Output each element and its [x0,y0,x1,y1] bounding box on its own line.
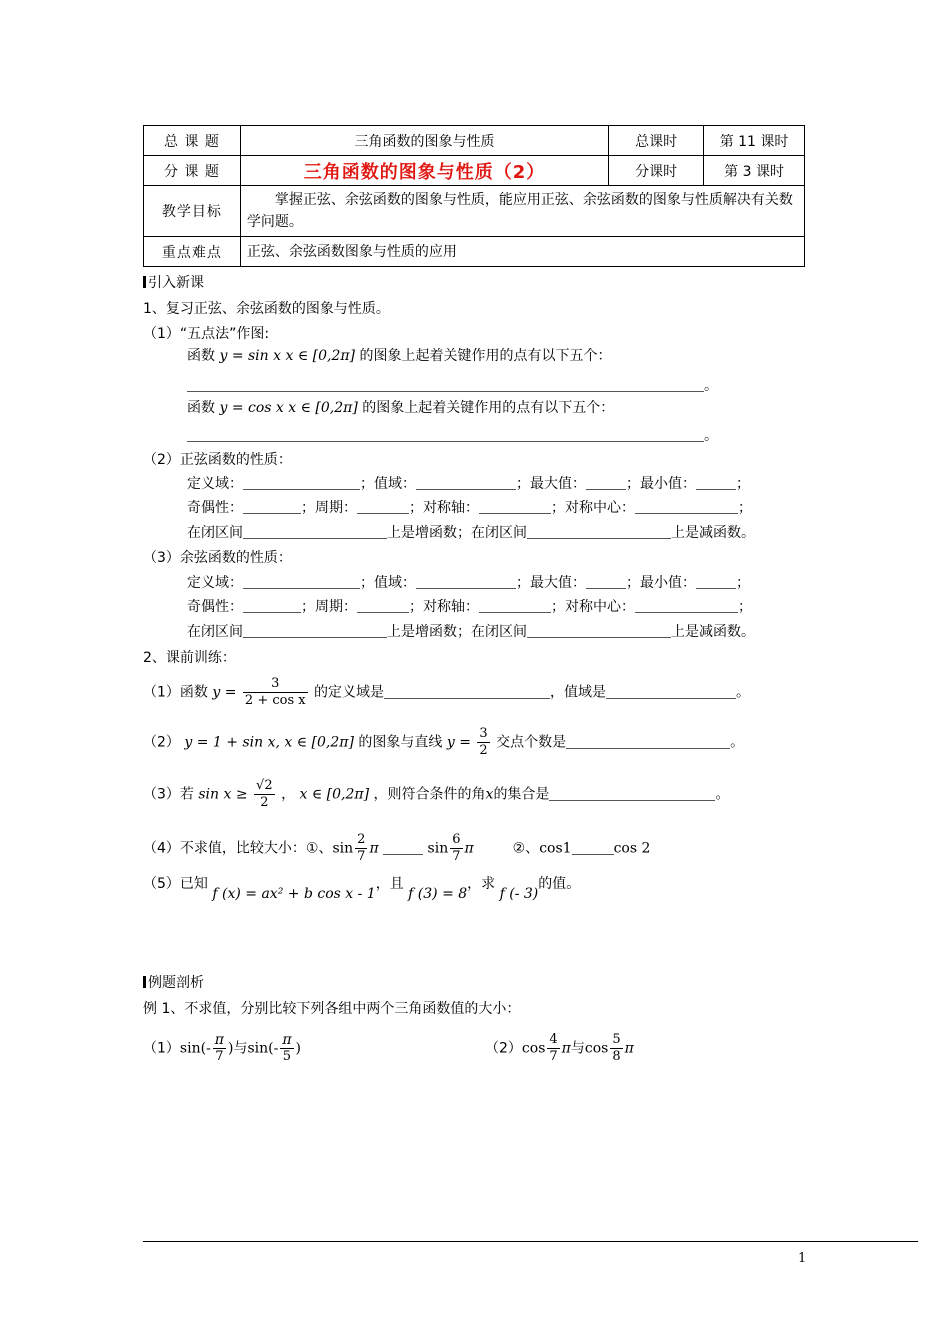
min-label: ；最小值： [626,476,696,492]
q2-text-b: 的图象与直线 [358,734,443,751]
section-examples-heading [143,973,204,993]
cos-points-blank[interactable] [187,427,704,442]
q2-text-a: （2） [143,734,180,751]
max-blank[interactable] [586,574,626,589]
q1-domain-blank[interactable] [384,684,550,699]
q2-fraction [477,726,489,759]
question-3 [143,778,729,811]
total-hours-value: 第 11 课时 [704,126,805,156]
axis-blank[interactable] [479,499,551,514]
q3-text-c: ，则符合条件的角 [373,786,486,803]
sub2-sine-props: （2）正弦函数的性质： [143,452,292,468]
sine-props-row1 [187,474,750,494]
parity-label: 奇偶性： [187,500,243,516]
p1-f2-num: π [282,1032,292,1048]
p1-fraction-2 [280,1032,293,1065]
q4-sin1: sin [332,840,354,857]
p2-fraction-2 [610,1032,622,1065]
q1-text-a: （1）函数 [143,684,208,701]
q4-compare-blank-2[interactable] [572,840,614,855]
q4-f1-den: 7 [357,849,366,864]
q4-text-a: （4）不求值，比较大小：①、 [143,840,333,857]
q3-x: x [485,786,494,803]
axis-label: ；对称轴： [409,599,479,615]
goals-value: 掌握正弦、余弦函数的图象与性质，能应用正弦、余弦函数的图象与性质解决有关数学问题。 [240,186,804,237]
p1-sin-open-2: sin(- [247,1040,279,1057]
q1-frac-den: 2 + cos x [244,693,306,708]
min-blank[interactable] [696,475,736,490]
p2-pi-2: π [624,1040,634,1057]
section-marker [143,276,146,288]
p1-close-1: ) [228,1040,234,1057]
sub-topic-title: 三角函数的图象与性质（2） [240,156,608,186]
p2-cos-2: cos [584,1040,609,1057]
max-label: ；最大值： [516,575,586,591]
section-intro-heading [143,273,204,293]
q4-fraction-2 [450,832,462,865]
sine-props-row2 [187,498,752,518]
semicolon: ； [738,500,752,516]
semicolon: ； [738,599,752,615]
max-label: ；最大值： [516,476,586,492]
cosine-props-row3 [187,622,755,642]
p2-cos-1: cos [521,1040,546,1057]
sub1-five-point: （1）“五点法”作图: [143,326,270,342]
center-label: ；对称中心： [551,500,635,516]
q1-fraction [243,676,308,709]
keypoints-value: 正弦、余弦函数图象与性质的应用 [240,237,804,267]
q4-f1-num: 2 [357,832,366,847]
p1-close-2: ) [295,1040,302,1057]
cos-suffix: 的图象上起着关键作用的点有以下五个： [362,400,615,416]
q5-text-b: ，且 [375,876,404,892]
q4-f2-num: 6 [452,832,461,847]
cos-prefix: 函数 [187,400,215,416]
parity-blank[interactable] [243,499,301,514]
header-row-sub [144,156,805,186]
range-label: ；值域： [360,476,416,492]
domain-label: 定义域： [187,476,243,492]
cos-expr: y = cos x x ∈ [0,2π] [219,400,358,416]
example-1: 例 1、不求值，分别比较下列各组中两个三角函数值的大小： [143,1001,521,1017]
decreasing-label: 上是减函数。 [671,525,755,541]
parity-blank[interactable] [243,598,301,613]
cos-blank-line [187,426,718,446]
p2-and: 与 [570,1040,585,1057]
total-topic-value: 三角函数的图象与性质 [240,126,608,156]
increasing-interval-blank[interactable] [243,524,387,539]
increasing-label: 上是增函数；在闭区间 [387,525,527,541]
range-blank[interactable] [416,475,516,490]
total-topic-label: 总 课 题 [144,126,241,156]
period: 。 [704,428,718,444]
p1-sin-open-1: sin(- [179,1040,211,1057]
min-label: ；最小值： [626,575,696,591]
q5-text-c: ，求 [467,876,496,892]
sine-props-row3 [187,523,755,543]
p2-pi-1: π [561,1040,571,1057]
period-label: ；周期： [301,599,357,615]
q4-f2-den: 7 [452,849,461,864]
p2-f1-den: 7 [549,1049,558,1064]
center-label: ；对称中心： [551,599,635,615]
header-row-goals [144,186,805,237]
p2-label: （2） [485,1040,522,1057]
range-label: ；值域： [360,575,416,591]
sub-hours-label: 分课时 [609,156,704,186]
decreasing-interval-blank[interactable] [527,524,671,539]
p2-f2-num: 5 [612,1032,621,1047]
header-row-total [144,126,805,156]
q3-text-a: （3）若 [143,786,194,803]
period-label: ；周期： [301,500,357,516]
axis-blank[interactable] [479,598,551,613]
q3-text-d: 的集合是 [493,786,550,803]
center-blank[interactable] [635,499,738,514]
footer-divider [143,1241,918,1242]
sub-hours-value: 第 3 课时 [704,156,805,186]
semicolon: ； [736,476,750,492]
q3-expr: sin x ≥ [198,786,248,803]
q1-range-blank[interactable] [606,684,736,699]
p2-fraction-1 [547,1032,559,1065]
q5-expr3: f (- 3) [499,886,539,902]
q1-text-c: ，值域是 [550,684,607,701]
period: 。 [704,378,718,394]
example-1-part-1 [143,1032,301,1065]
domain-blank[interactable] [243,475,360,490]
keypoints-label: 重点难点 [144,237,241,267]
q4-cos1: cos1 [539,840,572,857]
header-row-keypoints [144,237,805,267]
sub-topic-label: 分 课 题 [144,156,241,186]
q4-sin2: sin [427,840,449,857]
q2-y: y = [446,734,471,751]
q2-text-c: 交点个数是 [496,734,567,751]
q2-frac-num: 3 [479,726,488,741]
semicolon: ； [736,575,750,591]
q1-text-b: 的定义域是 [314,684,385,701]
p1-f1-den: 7 [215,1049,224,1064]
domain-label: 定义域： [187,575,243,591]
p1-fraction-1 [213,1032,226,1065]
interval-label: 在闭区间 [187,624,243,640]
period: 。 [730,734,745,751]
section-marker [143,976,146,988]
question-1 [143,676,750,709]
sin-points-blank[interactable] [187,377,704,392]
q5-text-a: （5）已知 [143,876,208,892]
sin-expr: y = sin x x ∈ [0,2π] [219,348,356,364]
p1-label: （1） [143,1040,180,1057]
q3-set-blank[interactable] [549,786,715,801]
item1: 1、复习正弦、余弦函数的图象与性质。 [143,301,390,317]
q5-expr2: f (3) = 8 [408,886,468,902]
parity-label: 奇偶性： [187,599,243,615]
q5-text-d: 的值。 [538,876,581,892]
q3-fraction [254,778,275,811]
q1-y: y = [212,684,237,701]
q3-frac-num: √2 [256,778,273,793]
p1-f1-num: π [214,1032,224,1048]
q2-expr: y = 1 + sin x, x ∈ [0,2π] [184,734,354,751]
p1-f2-den: 5 [282,1049,292,1064]
sub3-cosine-props: （3）余弦函数的性质： [143,550,292,566]
q3-expr2: x ∈ [0,2π] [299,786,370,803]
q4-fraction-1 [355,832,367,865]
decreasing-label: 上是减函数。 [671,624,755,640]
period: 。 [715,786,730,803]
sin-five-points-line [187,346,611,366]
min-blank[interactable] [696,574,736,589]
cosine-props-row1 [187,573,750,593]
q4-pi-1: π [369,840,379,857]
item2: 2、课前训练： [143,650,236,666]
axis-label: ；对称轴： [409,500,479,516]
sin-prefix: 函数 [187,348,215,364]
q4-text-b: ②、 [512,840,540,857]
sin-suffix: 的图象上起着关键作用的点有以下五个： [359,348,612,364]
q2-count-blank[interactable] [566,734,730,749]
decreasing-interval-blank[interactable] [527,623,671,638]
period-blank[interactable] [357,499,409,514]
period: 。 [736,684,751,701]
example-1-part-2 [485,1032,634,1065]
domain-blank[interactable] [243,574,360,589]
increasing-label: 上是增函数；在闭区间 [387,624,527,640]
increasing-interval-blank[interactable] [243,623,387,638]
period-blank[interactable] [357,598,409,613]
cosine-props-row2 [187,597,752,617]
q4-pi-2: π [464,840,474,857]
question-2 [143,726,744,759]
q1-frac-num: 3 [243,676,308,693]
q4-compare-blank-1[interactable] [383,840,423,855]
p2-f1-num: 4 [549,1032,558,1047]
q4-cos2: cos 2 [613,840,651,857]
q3-text-b: ， [281,786,296,803]
section-examples-title: 例题剖析 [148,975,204,991]
section-intro-title: 引入新课 [148,275,204,291]
page-number: 1 [798,1251,807,1266]
question-5 [143,874,581,902]
q2-frac-den: 2 [479,743,488,758]
total-hours-label: 总课时 [609,126,704,156]
p2-f2-den: 8 [612,1049,621,1064]
q5-expr: f (x) = ax² + b cos x - 1 [212,886,376,902]
q3-frac-den: 2 [260,795,269,810]
center-blank[interactable] [635,598,738,613]
goals-label: 教学目标 [144,186,241,237]
p1-and: 与 [233,1040,248,1057]
interval-label: 在闭区间 [187,525,243,541]
lesson-header-table [143,125,805,267]
cos-five-points-line [187,398,614,418]
range-blank[interactable] [416,574,516,589]
question-4 [143,832,650,865]
sin-blank-line [187,376,718,396]
max-blank[interactable] [586,475,626,490]
